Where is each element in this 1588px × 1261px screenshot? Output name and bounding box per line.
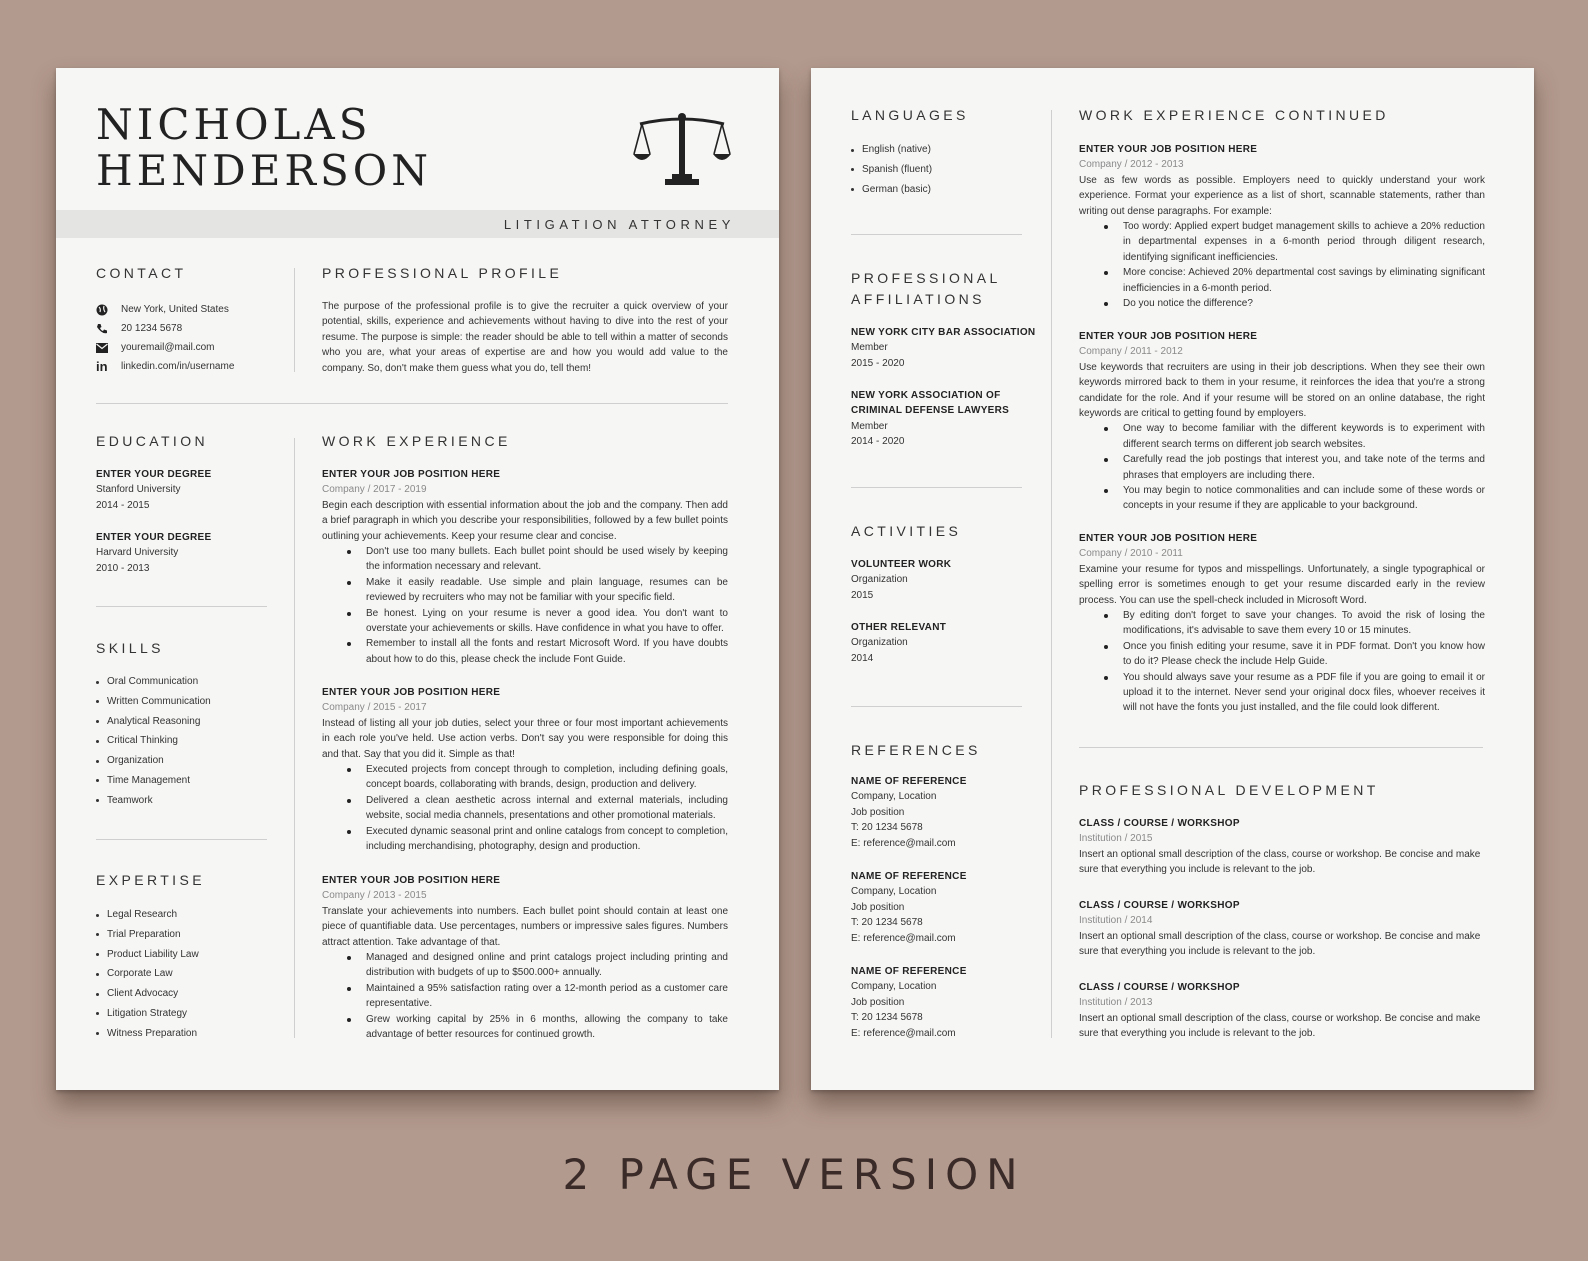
reference-entry-2: [851, 869, 967, 946]
affiliation-name: NEW YORK CITY BAR ASSOCIATION: [851, 327, 1036, 338]
job-company: Company / 2013 - 2015: [322, 890, 427, 902]
reference-position: Job position: [851, 806, 905, 818]
list-item: Maintained a 95% satisfaction rating over a 12-month period as a customer care representative.: [322, 981, 728, 1012]
job-company: Company / 2017 - 2019: [322, 484, 427, 496]
job-position: ENTER YOUR JOB POSITION HERE: [1079, 331, 1258, 342]
list-item: Product Liability Law: [96, 945, 286, 965]
reference-email: E: reference@mail.com: [851, 932, 956, 944]
job-entry-4: [1079, 142, 1485, 311]
course-institution: Institution / 2014: [1079, 915, 1153, 927]
expertise-heading: EXPERTISE: [96, 872, 205, 888]
list-item: Once you finish editing your resume, save it in PDF format. Don't you know how to do it? Please check the include Help Guide.: [1079, 639, 1485, 670]
divider-left-1: [96, 606, 267, 607]
job-entry-2: [322, 685, 728, 854]
school-name: Harvard University: [96, 547, 179, 559]
list-item: English (native): [851, 140, 1031, 160]
course-institution: Institution / 2013: [1079, 997, 1153, 1009]
references-heading: REFERENCES: [851, 742, 981, 758]
reference-entry-1: [851, 774, 967, 851]
list-item: Teamwork: [96, 791, 286, 811]
list-item: By editing don't forget to save your changes. To avoid the risk of losing the modifications, it's advisable to save them every 10 or 15 minutes.: [1079, 608, 1485, 639]
contact-linkedin-text: linkedin.com/in/username: [121, 361, 235, 372]
education-entry-1: [96, 467, 212, 513]
divider-horizontal-right: [1079, 747, 1483, 748]
activities-heading: ACTIVITIES: [851, 523, 962, 539]
list-item: Delivered a clean aesthetic across internal and external materials, including website, social media channels, presentations and other promotional materials.: [322, 793, 728, 824]
divider-left-1: [851, 234, 1022, 235]
profile-text: The purpose of the professional profile is to give the recruiter a quick overview of your potential, skills, experience and achievements without having to dive into the rest of your resume. The purpose is simple: the reader should be able to tell within a matter of seconds who you are, what your areas of expertise are and how you would add value to the company. So, don't make them guess what you do, tell them!: [322, 301, 728, 374]
job-bullets: [1079, 421, 1485, 513]
job-company: Company / 2015 - 2017: [322, 702, 427, 714]
reference-email: E: reference@mail.com: [851, 1027, 956, 1039]
linkedin-icon: in: [96, 359, 108, 374]
list-item: German (basic): [851, 180, 1031, 200]
activity-title: VOLUNTEER WORK: [851, 559, 952, 570]
degree-title: ENTER YOUR DEGREE: [96, 469, 212, 480]
education-entry-2: [96, 530, 212, 576]
list-item: Analytical Reasoning: [96, 712, 286, 732]
list-item: Managed and designed online and print catalogs project including printing and distribution with budgets of up to $500.000+ annually.: [322, 950, 728, 981]
course-description: Insert an optional small description of the class, course or workshop. Be concise and make sure that everything you include is relevant to the job.: [1079, 1012, 1481, 1040]
languages-list: [851, 140, 1031, 199]
contact-email-text: youremail@mail.com: [121, 342, 215, 353]
job-entry-6: [1079, 531, 1485, 716]
job-entry-3: [322, 873, 728, 1042]
job-description: Begin each description with essential information about the job and the company. Then add a brief paragraph in which you describe your responsibilities, followed by a few bullet points outlining your achievements. Keep your resume clear and concise.: [322, 499, 728, 542]
school-name: Stanford University: [96, 484, 181, 496]
reference-name: NAME OF REFERENCE: [851, 776, 967, 787]
list-item: Client Advocacy: [96, 984, 286, 1004]
job-bullets: [1079, 608, 1485, 716]
job-position: ENTER YOUR JOB POSITION HERE: [322, 687, 501, 698]
list-item: You may begin to notice commonalities and can include some of these words or concepts in your resume if they are applicable to your background.: [1079, 483, 1485, 514]
job-description: Translate your achievements into numbers. Each bullet point should contain at least one piece of quantifiable data. Use percentages, numbers or impressive sales figures. Numbers attract attention. Take advantage of that.: [322, 905, 728, 948]
course-description: Insert an optional small description of the class, course or workshop. Be concise and make sure that everything you include is relevant to the job.: [1079, 930, 1481, 958]
job-bullets: [1079, 219, 1485, 311]
reference-phone: T: 20 1234 5678: [851, 822, 923, 834]
reference-position: Job position: [851, 901, 905, 913]
list-item: Time Management: [96, 771, 286, 791]
list-item: Organization: [96, 751, 286, 771]
affiliations-heading: [851, 268, 1001, 310]
contact-location: [96, 300, 286, 319]
list-item: Trial Preparation: [96, 925, 286, 945]
list-item: You should always save your resume as a PDF file if you are going to email it or upload it to the internet. Never send your original docx files, whoever receives it will not have the fonts you just installed, and the file could look different.: [1079, 670, 1485, 716]
contact-linkedin: [96, 357, 286, 376]
name-line-1: NICHOLAS: [96, 100, 372, 149]
contact-phone: [96, 319, 286, 338]
list-item: Legal Research: [96, 905, 286, 925]
reference-company: Company, Location: [851, 791, 937, 803]
affiliation-role: Member: [851, 342, 888, 354]
contact-heading: CONTACT: [96, 265, 187, 281]
activity-org: Organization: [851, 637, 908, 649]
affiliation-role: Member: [851, 420, 888, 432]
reference-entry-3: [851, 964, 967, 1041]
reference-phone: T: 20 1234 5678: [851, 1012, 923, 1024]
development-entry-3: [1079, 980, 1485, 1042]
work-continued-heading: WORK EXPERIENCE CONTINUED: [1079, 107, 1389, 123]
divider-vertical-top: [294, 268, 295, 372]
school-years: 2010 - 2013: [96, 562, 150, 574]
job-company: Company / 2010 - 2011: [1079, 548, 1183, 560]
job-description: Examine your resume for typos and misspellings. Unfortunately, a single typographical or spelling error is sometimes enough to get your resume discarded early in the review process. You can use the spell-check included in Microsoft Word.: [1079, 563, 1485, 606]
divider-vertical-bottom: [294, 438, 295, 1038]
reference-company: Company, Location: [851, 886, 937, 898]
course-institution: Institution / 2015: [1079, 833, 1153, 845]
reference-company: Company, Location: [851, 981, 937, 993]
footer-caption: 2 PAGE VERSION: [562, 1150, 1026, 1199]
course-title: CLASS / COURSE / WORKSHOP: [1079, 900, 1240, 911]
job-position: ENTER YOUR JOB POSITION HERE: [1079, 144, 1258, 155]
resume-page-2: [811, 68, 1534, 1090]
list-item: More concise: Achieved 20% departmental cost savings by eliminating significant inefficiencies in a 6-month period.: [1079, 265, 1485, 296]
divider-left-2: [851, 487, 1022, 488]
school-years: 2014 - 2015: [96, 499, 150, 511]
contact-location-text: New York, United States: [121, 304, 229, 315]
list-item: Spanish (fluent): [851, 160, 1031, 180]
job-entry-5: [1079, 329, 1485, 514]
affiliation-name-line-2: CRIMINAL DEFENSE LAWYERS: [851, 405, 1010, 417]
contact-list: [96, 300, 286, 376]
list-item: Witness Preparation: [96, 1024, 286, 1044]
education-heading: EDUCATION: [96, 433, 209, 449]
list-item: Corporate Law: [96, 964, 286, 984]
skills-list: [96, 672, 286, 811]
globe-icon: [96, 304, 108, 316]
affiliations-heading-line-2: AFFILIATIONS: [851, 291, 985, 307]
affiliation-years: 2014 - 2020: [851, 436, 905, 448]
course-title: CLASS / COURSE / WORKSHOP: [1079, 982, 1240, 993]
expertise-list: [96, 905, 286, 1044]
job-entry-1: [322, 467, 728, 667]
list-item: Remember to install all the fonts and restart Microsoft Word. If you have doubts about how to do this, please check the include Font Guide.: [322, 636, 728, 667]
list-item: Executed dynamic seasonal print and online catalogs from concept to completion, including merchandising, photography, design and production.: [322, 824, 728, 855]
job-title: LITIGATION ATTORNEY: [503, 217, 735, 232]
list-item: Be honest. Lying on your resume is never a good idea. You don't want to overstate your achievements or skills. Have confidence in what you have to offer.: [322, 606, 728, 637]
course-description: Insert an optional small description of the class, course or workshop. Be concise and make sure that everything you include is relevant to the job.: [1079, 848, 1481, 876]
job-company: Company / 2011 - 2012: [1079, 346, 1183, 358]
activity-year: 2015: [851, 589, 874, 601]
skills-heading: SKILLS: [96, 640, 164, 656]
degree-title: ENTER YOUR DEGREE: [96, 532, 212, 543]
development-entry-2: [1079, 898, 1485, 960]
job-position: ENTER YOUR JOB POSITION HERE: [322, 875, 501, 886]
profile-heading: PROFESSIONAL PROFILE: [322, 265, 563, 281]
languages-heading: LANGUAGES: [851, 107, 969, 123]
list-item: Oral Communication: [96, 672, 286, 692]
job-bullets: [322, 544, 728, 667]
job-position: ENTER YOUR JOB POSITION HERE: [1079, 533, 1258, 544]
activity-year: 2014: [851, 652, 874, 664]
divider-horizontal-main: [96, 403, 728, 404]
contact-email: [96, 338, 286, 357]
phone-icon: [96, 323, 108, 335]
reference-phone: T: 20 1234 5678: [851, 917, 923, 929]
affiliation-name: NEW YORK ASSOCIATION OF: [851, 390, 1001, 401]
activity-title: OTHER RELEVANT: [851, 622, 947, 633]
job-description: Instead of listing all your job duties, select your three or four most important achievements in each role you've held. Use action verbs. Don't say you were responsible for doing this and that. Say that you did it. Simple as that!: [322, 717, 728, 760]
list-item: Do you notice the difference?: [1079, 296, 1485, 311]
development-entry-1: [1079, 816, 1485, 878]
job-position: ENTER YOUR JOB POSITION HERE: [322, 469, 501, 480]
job-description: Use keywords that recruiters are using in their job descriptions. When they see their own keywords mirrored back to them in your resume, it reinforces the idea that you're a strong candidate for the role. And if your resume will be stored on an online database, the right keywords are critical to getting found by employers.: [1079, 361, 1485, 420]
affiliation-entry-2: [851, 388, 1009, 450]
reference-email: E: reference@mail.com: [851, 837, 956, 849]
scales-of-justice-icon: [632, 112, 732, 188]
reference-name: NAME OF REFERENCE: [851, 966, 967, 977]
divider-left-3: [851, 706, 1022, 707]
course-title: CLASS / COURSE / WORKSHOP: [1079, 818, 1240, 829]
list-item: Carefully read the job postings that interest you, and take note of the terms and phrases that employers are including there.: [1079, 452, 1485, 483]
list-item: One way to become familiar with the different keywords is to experiment with different search terms on different job search websites.: [1079, 421, 1485, 452]
job-description: Use as few words as possible. Employers need to quickly understand your work experience. Format your experience as a list of short, scannable statements, rather than writing out dense paragraphs. For example:: [1079, 174, 1485, 217]
job-company: Company / 2012 - 2013: [1079, 159, 1184, 171]
development-heading: PROFESSIONAL DEVELOPMENT: [1079, 782, 1379, 798]
resume-page-1: [56, 68, 779, 1090]
reference-position: Job position: [851, 996, 905, 1008]
list-item: Make it easily readable. Use simple and plain language, resumes can be reviewed by recruiters who may not be familiar with your specific field.: [322, 575, 728, 606]
name-line-2: HENDERSON: [96, 146, 432, 195]
list-item: Written Communication: [96, 692, 286, 712]
candidate-name: [96, 102, 432, 194]
list-item: Executed projects from concept through to completion, including defining goals, concept boards, collaborating with brands, design, production and delivery.: [322, 762, 728, 793]
job-bullets: [322, 950, 728, 1042]
activity-entry-1: [851, 557, 951, 603]
activity-org: Organization: [851, 574, 908, 586]
activity-entry-2: [851, 620, 946, 666]
list-item: Too wordy: Applied expert budget management skills to achieve a 20% reduction in departmental expenses in a 6-month period through diligent research, identifying significant inefficiencies.: [1079, 219, 1485, 265]
divider-left-2: [96, 839, 267, 840]
envelope-icon: [96, 343, 108, 353]
list-item: Critical Thinking: [96, 731, 286, 751]
list-item: Grew working capital by 25% in 6 months, allowing the company to take advantage of better resources for continued growth.: [322, 1012, 728, 1043]
reference-name: NAME OF REFERENCE: [851, 871, 967, 882]
affiliation-entry-1: [851, 325, 1035, 371]
divider-vertical: [1051, 110, 1052, 1038]
affiliation-years: 2015 - 2020: [851, 357, 905, 369]
work-heading: WORK EXPERIENCE: [322, 433, 511, 449]
list-item: Don't use too many bullets. Each bullet point should be used wisely by keeping the information necessary and relevant.: [322, 544, 728, 575]
affiliations-heading-line-1: PROFESSIONAL: [851, 270, 1001, 286]
contact-phone-text: 20 1234 5678: [121, 323, 183, 334]
list-item: Litigation Strategy: [96, 1004, 286, 1024]
job-bullets: [322, 762, 728, 854]
